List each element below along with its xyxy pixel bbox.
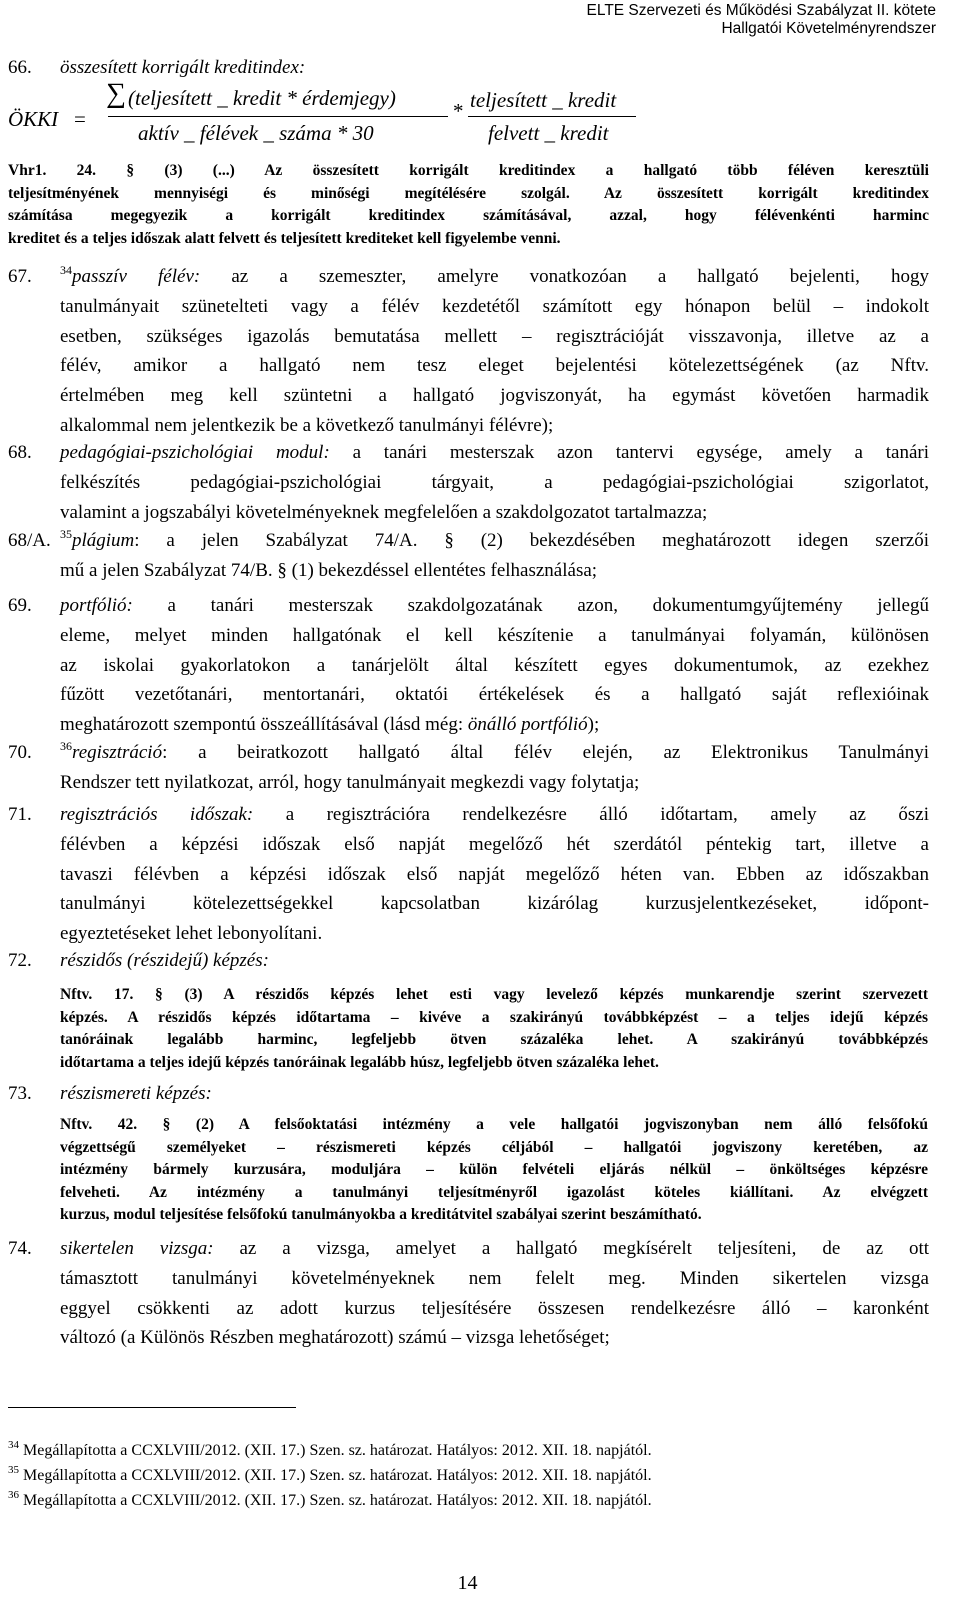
definition-text: az a szemeszter, amelyre vonatkozóan a hallgató bejelenti, hogy [200,266,929,287]
definition-line: változó (a Különös Részben meghatározott) számú – vizsga lehetőséget; [60,1327,610,1349]
definition-line: eleme, melyet minden hallgatónak el kell készítenie a tanulmányai folyamán, különösen [60,624,929,646]
definition-term: plágium [72,530,135,551]
law-line: Vhr1. 24. § (3) (...) Az összesített korrigált kreditindex a hallgató több féléven keresztüli [8,162,929,179]
law-line: kreditet és a teljes időszak alatt felvett és teljesített krediteket kell figyelembe venni. [8,229,561,247]
footnote-36 [8,1491,652,1511]
fraction-bar-2 [468,116,636,117]
definition-line: támasztott tanulmányi követelményeknek nem felelt meg. Minden sikertelen vizsga [60,1267,929,1289]
footnote-35 [8,1466,652,1486]
definition-term: részismereti képzés: [60,1083,212,1104]
footnote-text: Megállapította a CCXLVIII/2012. (XII. 17.) Szen. sz. határozat. Hatályos: 2012. XII. 18. napjától. [23,1467,652,1484]
definition-line: fűzött vezetőtanári, mentortanári, oktatói értékelések és a hallgató saját reflexióinak [60,684,929,706]
footnote-text: Megállapította a CCXLVIII/2012. (XII. 17.) Szen. sz. határozat. Hatályos: 2012. XII. 18. napjától. [23,1492,652,1509]
header-line-2: Hallgatói Követelményrendszer [721,20,936,37]
item-number: 74. [8,1238,32,1259]
law-quote-nftv-42 [60,1114,928,1227]
law-line: számítása megegyezik a korrigált kreditindex számításával, azzal, hogy félévenkénti harminc [8,207,929,224]
definition-term: pedagógiai-pszichológiai modul: [60,442,330,463]
law-line: végzettségű személyeket – részismereti képzés céljából – hallgatói jogviszony keretében, az [60,1138,928,1156]
item-number: 68/A. [8,530,51,551]
fraction-bar-1 [108,116,448,117]
footnote-ref: 36 [60,739,72,753]
item-number: 69. [8,595,32,616]
law-quote-vhr1 [8,160,929,250]
law-line: időtartama a teljes idejű képzés tanóráinak legalább húsz, legfeljebb ötven százaléka lehet. [60,1053,659,1071]
definition-line: Rendszer tett nyilatkozat, arról, hogy tanulmányait megkezdi vagy folytatja; [60,771,640,793]
definition-68a [8,526,929,586]
law-line: kurzus, modul teljesítése felsőfokú tanulmányokba a kreditátvitel szabályai szerint beszámítható. [60,1206,702,1223]
definition-line: egyeztetéseket lehet lebonyolítani. [60,923,323,945]
page-number: 14 [457,1572,478,1594]
definition-term: portfólió: [60,595,133,616]
definition-text: a tanári mesterszak azon tantervi egysége, amely a tanári [329,442,929,463]
definition-term: sikertelen vizsga: [60,1238,214,1259]
definition-line: félév, amikor a hallgató nem tesz eleget bejelentési kötelezettségének (az Nftv. [60,355,929,377]
item-number: 66. [8,57,32,78]
definition-term: részidős (részidejű) képzés: [60,950,269,971]
definition-line: értelmében meg kell szüntetni a hallgató jogviszonyát, ha egymást követően harmadik [60,385,929,407]
definition-69 [8,591,929,740]
formula-times: * [453,99,464,123]
header-line-1: ELTE Szervezeti és Működési Szabályzat II. kötete [586,2,936,19]
law-line: Nftv. 17. § (3) A részidős képzés lehet esti vagy levelező képzés munkarendje szerint szervezett [60,986,928,1003]
definition-72 [8,946,929,976]
definition-73 [8,1079,929,1109]
definition-line: alkalommal nem jelentkezik be a következő tanulmányi félévre); [60,414,554,436]
law-line: képzés. A részidős képzés időtartama – kivéve a szakirányú továbbképzést – a teljes idejű képzés [60,1008,928,1026]
definition-text: : a beiratkozott hallgató által félév elején, az Elektronikus Tanulmányi [162,742,929,763]
definition-text: a tanári mesterszak szakdolgozatának azon, dokumentumgyűjtemény jellegű [132,595,929,616]
definition-70 [8,738,929,798]
formula-numerator-2: teljesített _ kredit [470,88,617,112]
running-header [587,2,936,38]
footnote-number: 36 [8,1489,19,1501]
definition-line: tavaszi félévben a képzési időszak első napját megelőző héten van. Ebben az időszakban [60,863,929,885]
footnote-number: 34 [8,1439,19,1451]
definition-text: : a jelen Szabályzat 74/A. § (2) bekezdésében meghatározott idegen szerzői [134,530,929,551]
definition-text: a regisztrációra rendelkezésre álló időtartam, amely az őszi [253,804,930,825]
definition-line: félévben a képzési időszak első napját megelőző hét szerdától péntekig tart, illetve a [60,833,929,855]
definition-text: az a vizsga, amelyet a hallgató megkísérelt teljesíteni, de az ott [213,1238,930,1259]
item-number: 70. [8,742,32,763]
definition-74 [8,1234,929,1353]
footnote-separator [8,1407,296,1408]
item-number: 67. [8,266,32,287]
formula-lhs: ÖKKI [8,107,59,131]
formula-denominator-1: aktív _ félévek _ száma * 30 [138,121,374,145]
definition-text: ); [587,714,600,736]
footnote-number: 35 [8,1464,19,1476]
definition-66 [8,53,929,83]
definition-67 [8,262,929,441]
footnote-ref: 35 [60,527,72,541]
definition-term: passzív félév: [72,266,201,287]
definition-line: eggyel csökkenti az adott kurzus teljesítésére összesen rendelkezésre álló – karonként [60,1297,929,1319]
definition-line: felkészítés pedagógiai-pszichológiai tárgyait, a pedagógiai-pszichológiai szigorlatot, [60,471,929,493]
definition-term: regisztráció [72,742,163,763]
law-line: felveheti. Az intézmény a tanulmányi teljesítményről igazolást köteles kiállítani. Az elvégzett [60,1183,928,1201]
law-line: intézmény bármely kurzusára, moduljára – külön felvételi eljárás nélkül – önköltséges képzésre [60,1161,928,1178]
formula-denominator-2: felvett _ kredit [488,121,609,145]
definition-text: meghatározott szempontú összeállításával (lásd még: [60,714,468,736]
item-number: 68. [8,442,32,463]
definition-line: esetben, szükséges igazolás bemutatása mellett – regisztrációját visszavonja, illetve az a [60,325,929,347]
item-number: 73. [8,1083,32,1104]
footnote-34 [8,1441,652,1461]
definition-term: regisztrációs időszak: [60,804,254,825]
definition-term: összesített korrigált kreditindex: [60,57,306,78]
formula-numerator-1: (teljesített _ kredit * érdemjegy) [128,86,396,110]
sum-symbol: ∑ [106,78,126,109]
cross-reference: önálló portfólió [467,714,588,736]
footnote-ref: 34 [60,263,72,277]
law-line: tanóráinak legalább harminc, legfeljebb ötven százaléka lehet. A szakirányú továbbképzés [60,1031,928,1048]
definition-line: tanulmányi kötelezettségekkel kapcsolatban kizárólag kurzusjelentkezéseket, időpont- [60,893,929,915]
definition-line: tanulmányait szünetelteti vagy a félév kezdetétől számított egy hónapon belül – indokolt [60,295,929,317]
definition-line: valamint a jogszabályi követelményeknek megfelelően a szakdolgozatot tartalmazza; [60,501,708,523]
item-number: 72. [8,950,32,971]
footnote-text: Megállapította a CCXLVIII/2012. (XII. 17.) Szen. sz. határozat. Hatályos: 2012. XII. 18. napjától. [23,1442,652,1459]
definition-line: mű a jelen Szabályzat 74/B. § (1) bekezdéssel ellentétes felhasználása; [60,559,598,581]
definition-line: az iskolai gyakorlatokon a tanárjelölt által készített egyes dokumentumok, az ezekhez [60,654,929,676]
law-quote-nftv-17 [60,984,928,1074]
law-line: teljesítményének mennyiségi és minőségi megítélésére szolgál. Az összesített korrigált kreditindex [8,184,929,202]
law-line: Nftv. 42. § (2) A felsőoktatási intézmény a vele hallgatói jogviszonyban nem álló felsőfokú [60,1116,928,1133]
item-number: 71. [8,804,32,825]
definition-71 [8,800,929,949]
formula-equals: = [74,107,86,131]
definition-68 [8,438,929,527]
okki-formula [8,78,638,162]
